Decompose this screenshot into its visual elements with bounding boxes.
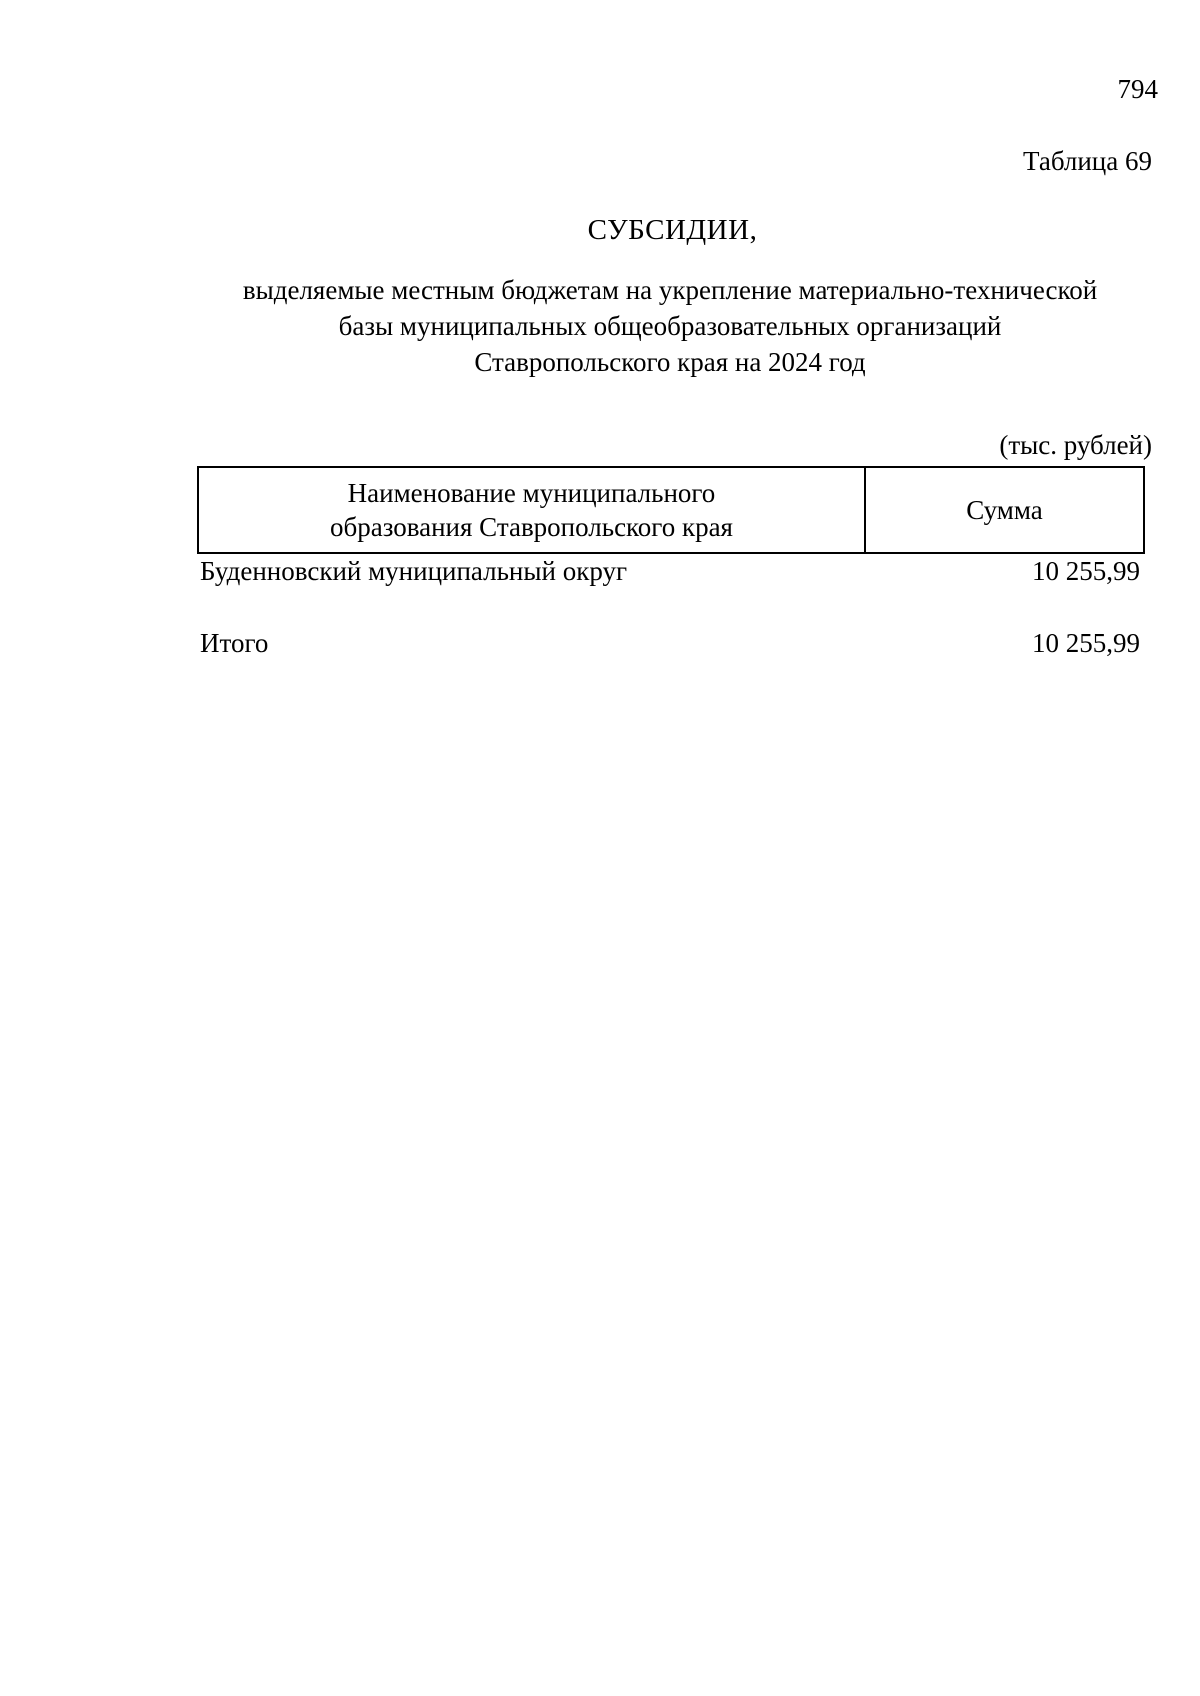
total-row bbox=[200, 628, 1140, 659]
subtitle-line: выделяемые местным бюджетам на укрепление материально-технической bbox=[242, 275, 1098, 305]
page-number: 794 bbox=[1117, 74, 1158, 104]
column-header-name-line: образования Ставропольского края bbox=[330, 512, 733, 542]
column-header-sum-label: Сумма bbox=[966, 495, 1043, 525]
document-title: СУБСИДИИ, bbox=[587, 214, 758, 246]
table-row bbox=[200, 556, 1140, 587]
column-header-sum bbox=[866, 468, 1143, 552]
subtitle-line: базы муниципальных общеобразовательных организаций bbox=[338, 311, 1002, 341]
table-header bbox=[197, 466, 1145, 554]
total-label: Итого bbox=[200, 628, 269, 658]
column-header-name-line: Наименование муниципального bbox=[347, 478, 716, 508]
column-header-name bbox=[199, 468, 866, 552]
row-amount: 10 255,99 bbox=[1032, 556, 1140, 586]
subtitle-line: Ставропольского края на 2024 год bbox=[474, 347, 866, 377]
table-caption: Таблица 69 bbox=[1023, 146, 1152, 176]
document-subtitle bbox=[200, 272, 1140, 380]
units-label: (тыс. рублей) bbox=[999, 430, 1152, 460]
row-name: Буденновский муниципальный округ bbox=[200, 556, 628, 586]
total-amount: 10 255,99 bbox=[1032, 628, 1140, 658]
